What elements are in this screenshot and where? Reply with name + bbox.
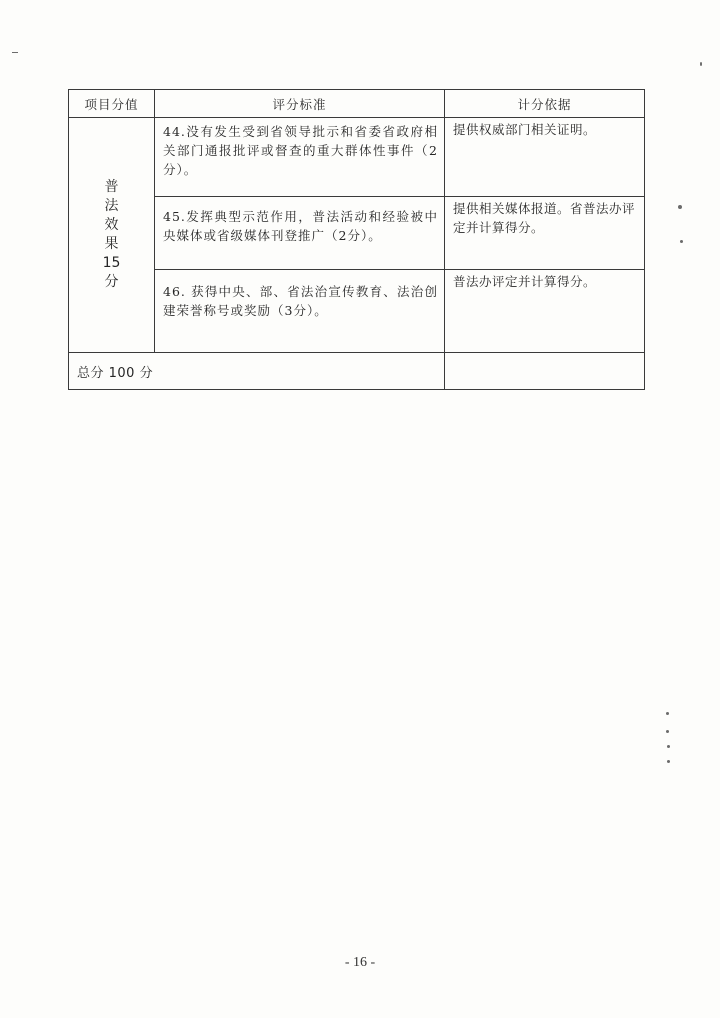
scan-speck (680, 240, 683, 243)
scan-speck (678, 205, 682, 209)
category-char: 分 (104, 274, 119, 290)
category-cell (69, 118, 155, 353)
total-row (69, 353, 645, 390)
table-header-row (69, 90, 645, 118)
header-basis: 计分依据 (445, 90, 645, 118)
total-score-label: 总分 100 分 (69, 353, 445, 390)
table-row (69, 270, 645, 353)
scan-speck (666, 712, 669, 715)
scan-speck (666, 730, 669, 733)
category-char: 普 (104, 179, 119, 195)
basis-46: 普法办评定并计算得分。 (445, 270, 645, 353)
table-row (69, 197, 645, 270)
scan-speck (700, 62, 702, 66)
criterion-45: 45.发挥典型示范作用，普法活动和经验被中央媒体或省级媒体刊登推广（2分）。 (155, 197, 445, 270)
basis-44: 提供权威部门相关证明。 (445, 118, 645, 197)
category-score: 15 (102, 255, 121, 271)
header-item-score: 项目分值 (69, 90, 155, 118)
scan-speck (667, 760, 670, 763)
page-number: - 16 - (344, 955, 376, 970)
category-label (69, 178, 154, 292)
total-score-basis (445, 353, 645, 390)
category-char: 效 (104, 217, 119, 233)
category-char: 法 (104, 198, 119, 214)
scoring-table (68, 89, 645, 390)
criterion-46: 46. 获得中央、部、省法治宣传教育、法治创建荣誉称号或奖励（3分）。 (155, 270, 445, 353)
scan-speck (667, 745, 670, 748)
basis-45: 提供相关媒体报道。省普法办评定并计算得分。 (445, 197, 645, 270)
header-criteria: 评分标准 (155, 90, 445, 118)
scan-speck (12, 52, 18, 53)
criterion-44: 44.没有发生受到省领导批示和省委省政府相关部门通报批评或督查的重大群体性事件（2分）。 (155, 118, 445, 197)
table-row (69, 118, 645, 197)
category-char: 果 (104, 236, 119, 252)
